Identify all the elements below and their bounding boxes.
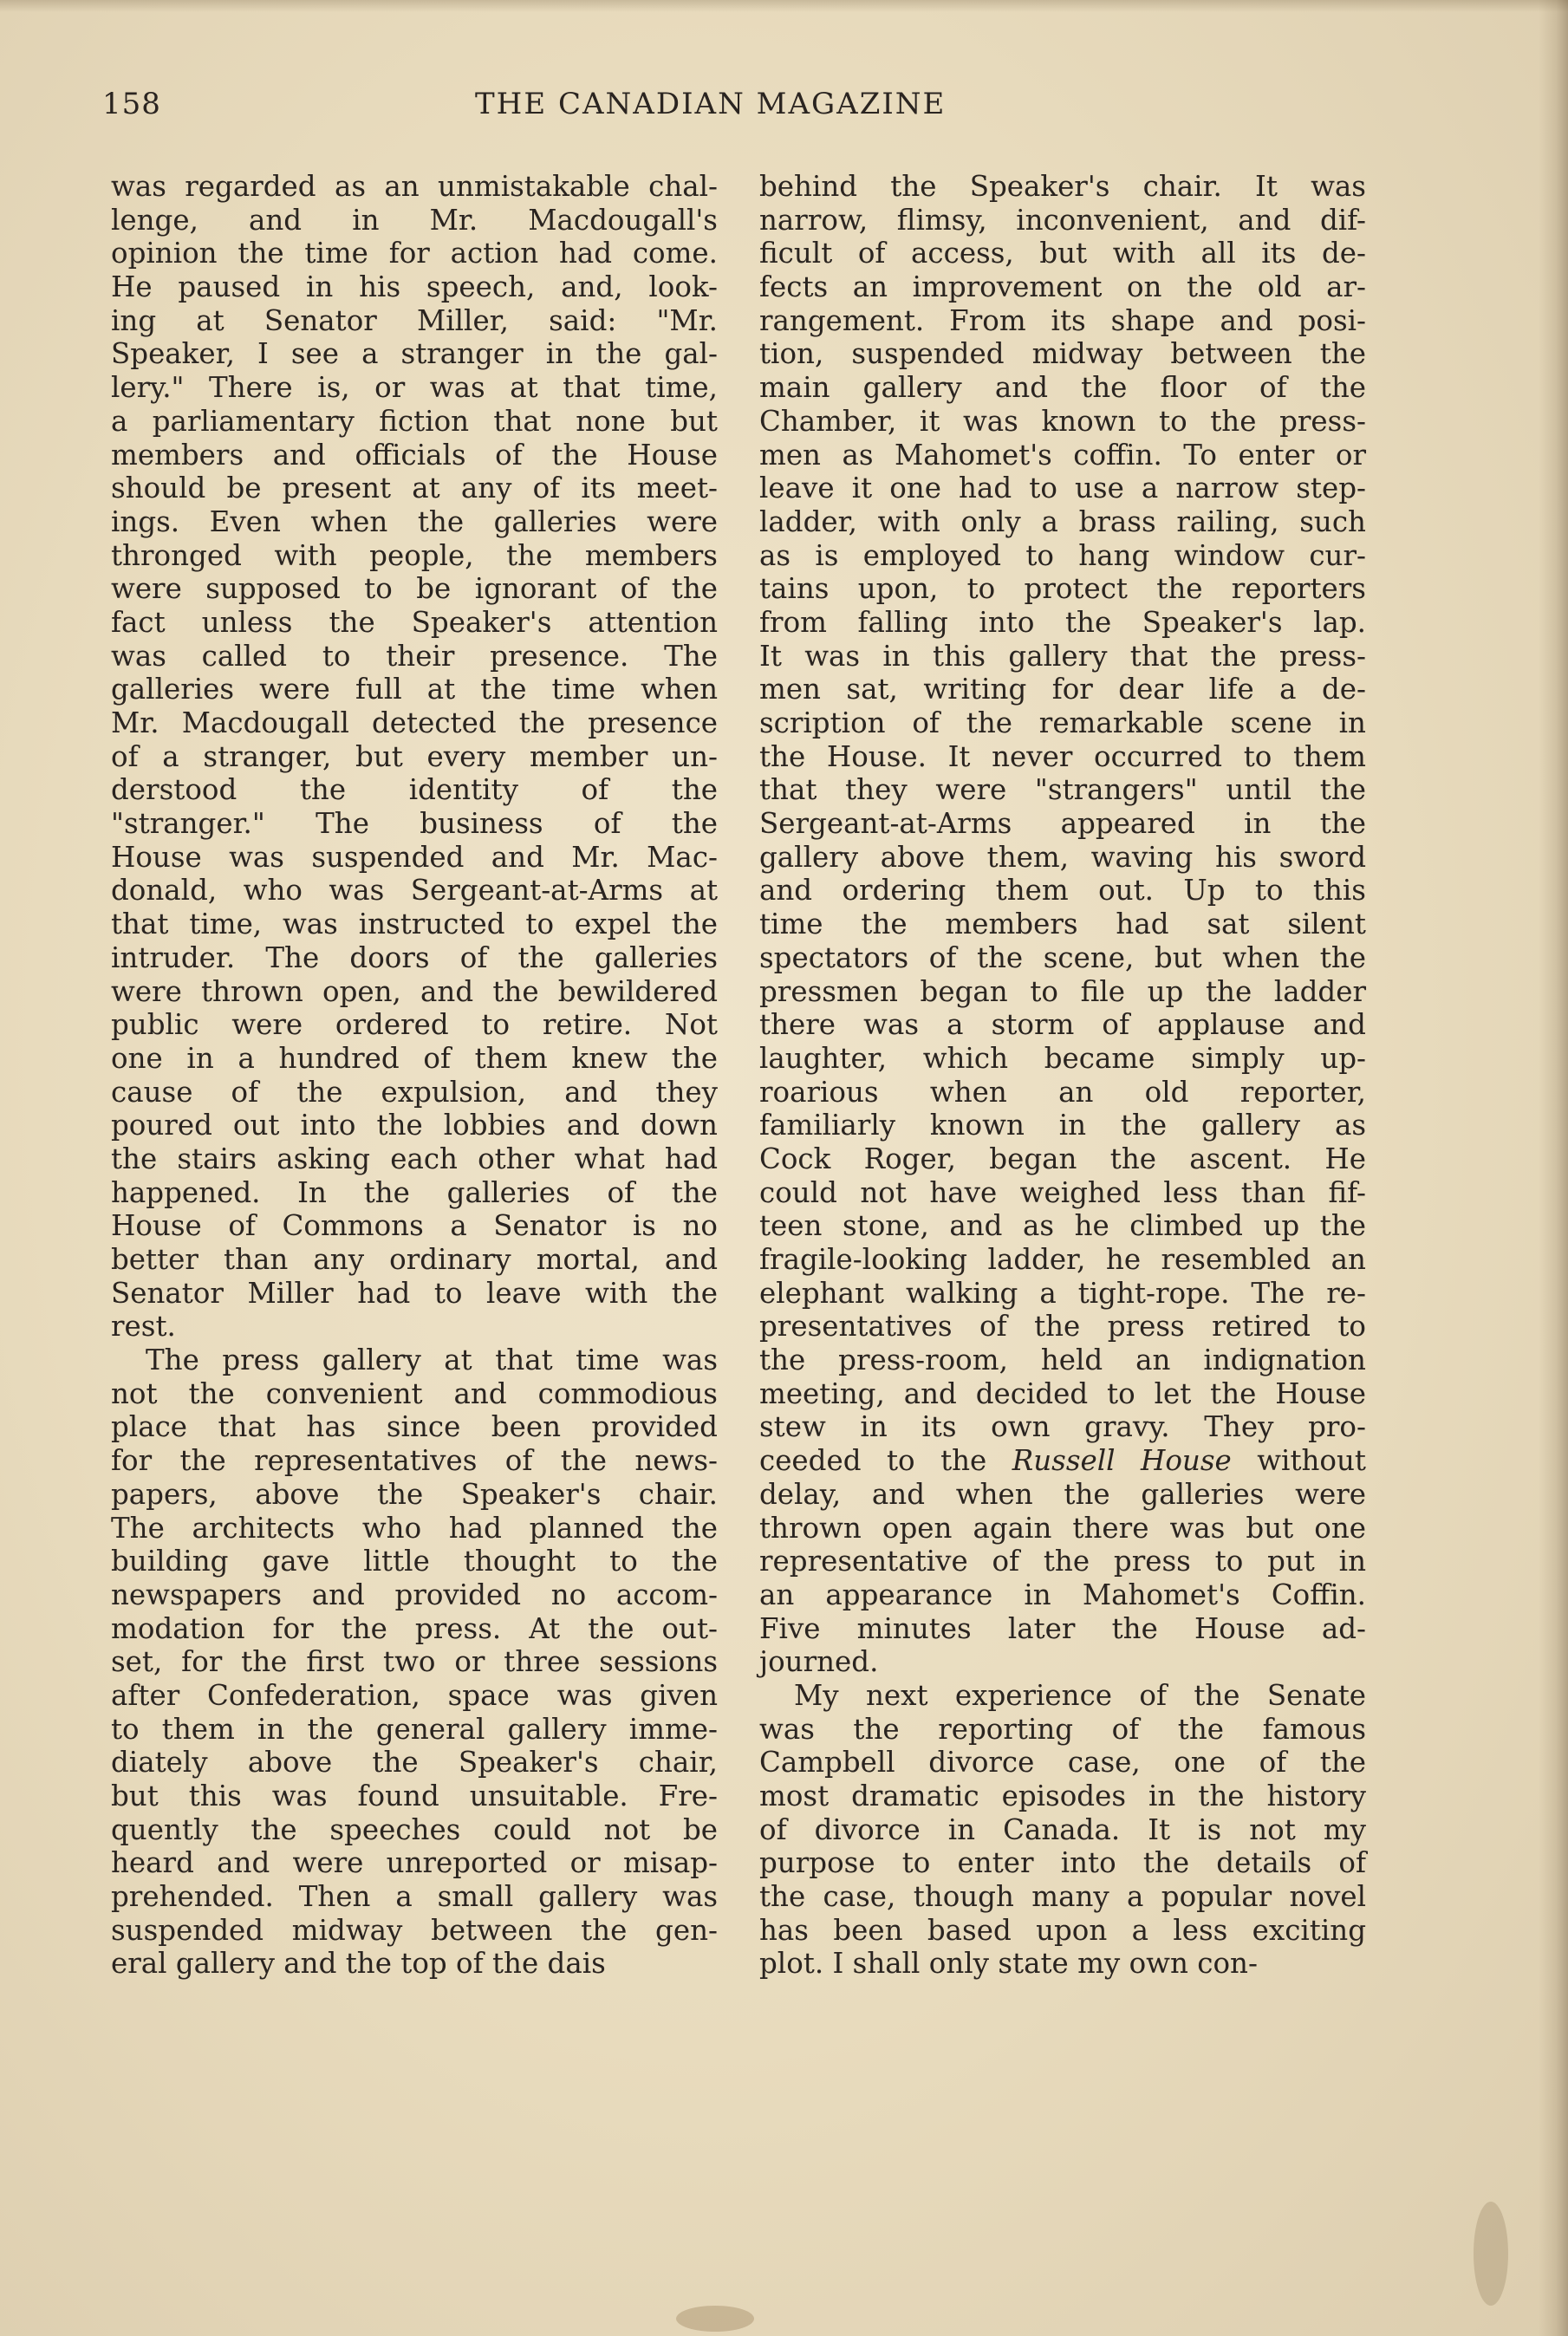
text-line: thronged with people, the members — [111, 538, 718, 572]
text-line: ladder, with only a brass railing, such — [759, 504, 1366, 538]
page-top-shadow — [0, 0, 1568, 12]
text-line: laughter, which became simply up- — [759, 1041, 1366, 1075]
text-line: the case, though many a popular novel — [759, 1880, 1366, 1914]
text-line: behind the Speaker's chair. It was — [759, 170, 1366, 203]
right-text-column — [759, 170, 1366, 1981]
text-line: men sat, writing for dear life a de- — [759, 673, 1366, 706]
text-line: after Confederation, space was given — [111, 1678, 718, 1712]
text-line: The architects who had planned the — [111, 1511, 718, 1545]
text-line: prehended. Then a small gallery was — [111, 1880, 718, 1914]
text-line: main gallery and the floor of the — [759, 371, 1366, 405]
text-line: quently the speeches could not be — [111, 1812, 718, 1846]
text-line: presentatives of the press retired to — [759, 1310, 1366, 1344]
text-line: building gave little thought to the — [111, 1545, 718, 1578]
text-line: spectators of the scene, but when the — [759, 940, 1366, 974]
text-line: one in a hundred of them knew the — [111, 1041, 718, 1075]
text-line: as is employed to hang window cur- — [759, 538, 1366, 572]
text-line: an appearance in Mahomet's Coffin. — [759, 1578, 1366, 1611]
text-line: the House. It never occurred to them — [759, 739, 1366, 773]
text-line: meeting, and decided to let the House — [759, 1376, 1366, 1410]
text-line: men as Mahomet's coffin. To enter or — [759, 438, 1366, 472]
text-line: ing at Senator Miller, said: "Mr. — [111, 303, 718, 337]
text-line: journed. — [759, 1645, 879, 1679]
running-title: THE CANADIAN MAGAZINE — [475, 87, 947, 121]
text-line: Five minutes later the House ad- — [759, 1611, 1366, 1645]
text-line: were thrown open, and the bewildered — [111, 974, 718, 1008]
text-line: poured out into the lobbies and down — [111, 1109, 718, 1142]
text-line: that they were "strangers" until the — [759, 773, 1366, 807]
text-line: House was suspended and Mr. Mac- — [111, 840, 718, 874]
text-line: were supposed to be ignorant of the — [111, 572, 718, 606]
text-line: eral gallery and the top of the dais — [111, 1947, 606, 1981]
text-line: ings. Even when the galleries were — [111, 504, 718, 538]
paper-stain — [676, 2306, 754, 2332]
text-line: Mr. Macdougall detected the presence — [111, 706, 718, 739]
text-line: a parliamentary fiction that none but — [111, 404, 718, 438]
paper-smudge — [1474, 2202, 1508, 2306]
text-line: galleries were full at the time when — [111, 673, 718, 706]
text-line: My next experience of the Senate — [794, 1678, 1366, 1712]
text-line: thrown open again there was but one — [759, 1511, 1366, 1545]
text-line: was called to their presence. The — [111, 639, 718, 673]
text-line: of a stranger, but every member un- — [111, 739, 718, 773]
text-line: to them in the general gallery imme- — [111, 1712, 718, 1746]
text-line: public were ordered to retire. Not — [111, 1008, 718, 1042]
text-line: heard and were unreported or misap- — [111, 1846, 718, 1880]
text-line: papers, above the Speaker's chair. — [111, 1477, 718, 1511]
text-line: but this was found unsuitable. Fre- — [111, 1780, 718, 1812]
text-line: suspended midway between the gen- — [111, 1913, 718, 1947]
text-line: was the reporting of the famous — [759, 1712, 1366, 1746]
text-line: plot. I shall only state my own con- — [759, 1947, 1258, 1981]
text-line: It was in this gallery that the press- — [759, 639, 1366, 673]
text-line: set, for the first two or three sessions — [111, 1645, 718, 1679]
text-line: the stairs asking each other what had — [111, 1142, 718, 1175]
text-line: Speaker, I see a stranger in the gal- — [111, 337, 718, 371]
text-line: lenge, and in Mr. Macdougall's — [111, 203, 718, 237]
text-line: pressmen began to file up the ladder — [759, 974, 1366, 1008]
text-line: happened. In the galleries of the — [111, 1175, 718, 1209]
text-line: fragile-looking ladder, he resembled an — [759, 1243, 1366, 1276]
text-line: narrow, flimsy, inconvenient, and dif- — [759, 203, 1366, 237]
text-line: should be present at any of its meet- — [111, 472, 718, 505]
text-line: donald, who was Sergeant-at-Arms at — [111, 874, 718, 908]
text-line: from falling into the Speaker's lap. — [759, 605, 1366, 639]
text-line: Chamber, it was known to the press- — [759, 404, 1366, 438]
text-line: newspapers and provided no accom- — [111, 1578, 718, 1611]
text-line: time the members had sat silent — [759, 908, 1366, 941]
text-line: ficult of access, but with all its de- — [759, 237, 1366, 270]
text-line: for the representatives of the news- — [111, 1444, 718, 1478]
text-line: and ordering them out. Up to this — [759, 874, 1366, 908]
text-line: roarious when an old reporter, — [759, 1075, 1366, 1109]
text-line: teen stone, and as he climbed up the — [759, 1209, 1366, 1243]
text-line: "stranger." The business of the — [111, 807, 718, 841]
text-line: Campbell divorce case, one of the — [759, 1746, 1366, 1780]
text-line: opinion the time for action had come. — [111, 237, 718, 270]
text-line: derstood the identity of the — [111, 773, 718, 807]
text-line: was regarded as an unmistakable chal- — [111, 170, 718, 203]
text-line: rest. — [111, 1310, 176, 1344]
page-binding-shadow — [1539, 0, 1568, 2336]
text-line: tains upon, to protect the reporters — [759, 572, 1366, 606]
text-line: representative of the press to put in — [759, 1545, 1366, 1578]
text-line: lery." There is, or was at that time, — [111, 371, 718, 405]
text-line: fact unless the Speaker's attention — [111, 605, 718, 639]
text-line: rangement. From its shape and posi- — [759, 303, 1366, 337]
text-line: modation for the press. At the out- — [111, 1611, 718, 1645]
text-line: cause of the expulsion, and they — [111, 1075, 718, 1109]
text-line: Cock Roger, began the ascent. He — [759, 1142, 1366, 1175]
text-line: the press-room, held an indignation — [759, 1344, 1366, 1377]
text-line: He paused in his speech, and, look- — [111, 270, 718, 304]
text-line: could not have weighed less than fif- — [759, 1175, 1366, 1209]
text-line: members and officials of the House — [111, 438, 718, 472]
italic-name: Russell House — [1012, 1444, 1232, 1478]
text-line: leave it one had to use a narrow step- — [759, 472, 1366, 505]
text-line: has been based upon a less exciting — [759, 1913, 1366, 1947]
text-line: Sergeant-at-Arms appeared in the — [759, 807, 1366, 841]
text-line: scription of the remarkable scene in — [759, 706, 1366, 739]
text-line: familiarly known in the gallery as — [759, 1109, 1366, 1142]
text-line: purpose to enter into the details of — [759, 1846, 1366, 1880]
text-line: place that has since been provided — [111, 1410, 718, 1444]
text-line: diately above the Speaker's chair, — [111, 1746, 718, 1780]
text-line: House of Commons a Senator is no — [111, 1209, 718, 1243]
text-line: of divorce in Canada. It is not my — [759, 1812, 1366, 1846]
page-number: 158 — [102, 87, 161, 121]
text-line: that time, was instructed to expel the — [111, 908, 718, 941]
text-line: The press gallery at that time was — [146, 1344, 718, 1377]
left-text-column — [111, 170, 718, 1981]
text-line: better than any ordinary mortal, and — [111, 1243, 718, 1276]
text-line: delay, and when the galleries were — [759, 1477, 1366, 1511]
text-line: intruder. The doors of the galleries — [111, 940, 718, 974]
text-line: elephant walking a tight-rope. The re- — [759, 1276, 1366, 1310]
text-line: gallery above them, waving his sword — [759, 840, 1366, 874]
text-line: ceeded to the Russell House without — [759, 1444, 1366, 1478]
text-line: stew in its own gravy. They pro- — [759, 1410, 1366, 1444]
text-line: Senator Miller had to leave with the — [111, 1276, 718, 1310]
text-line: not the convenient and commodious — [111, 1376, 718, 1410]
text-line: fects an improvement on the old ar- — [759, 270, 1366, 304]
text-line: there was a storm of applause and — [759, 1008, 1366, 1042]
text-line: most dramatic episodes in the history — [759, 1780, 1366, 1812]
page-header — [102, 87, 1350, 139]
text-line: tion, suspended midway between the — [759, 337, 1366, 371]
